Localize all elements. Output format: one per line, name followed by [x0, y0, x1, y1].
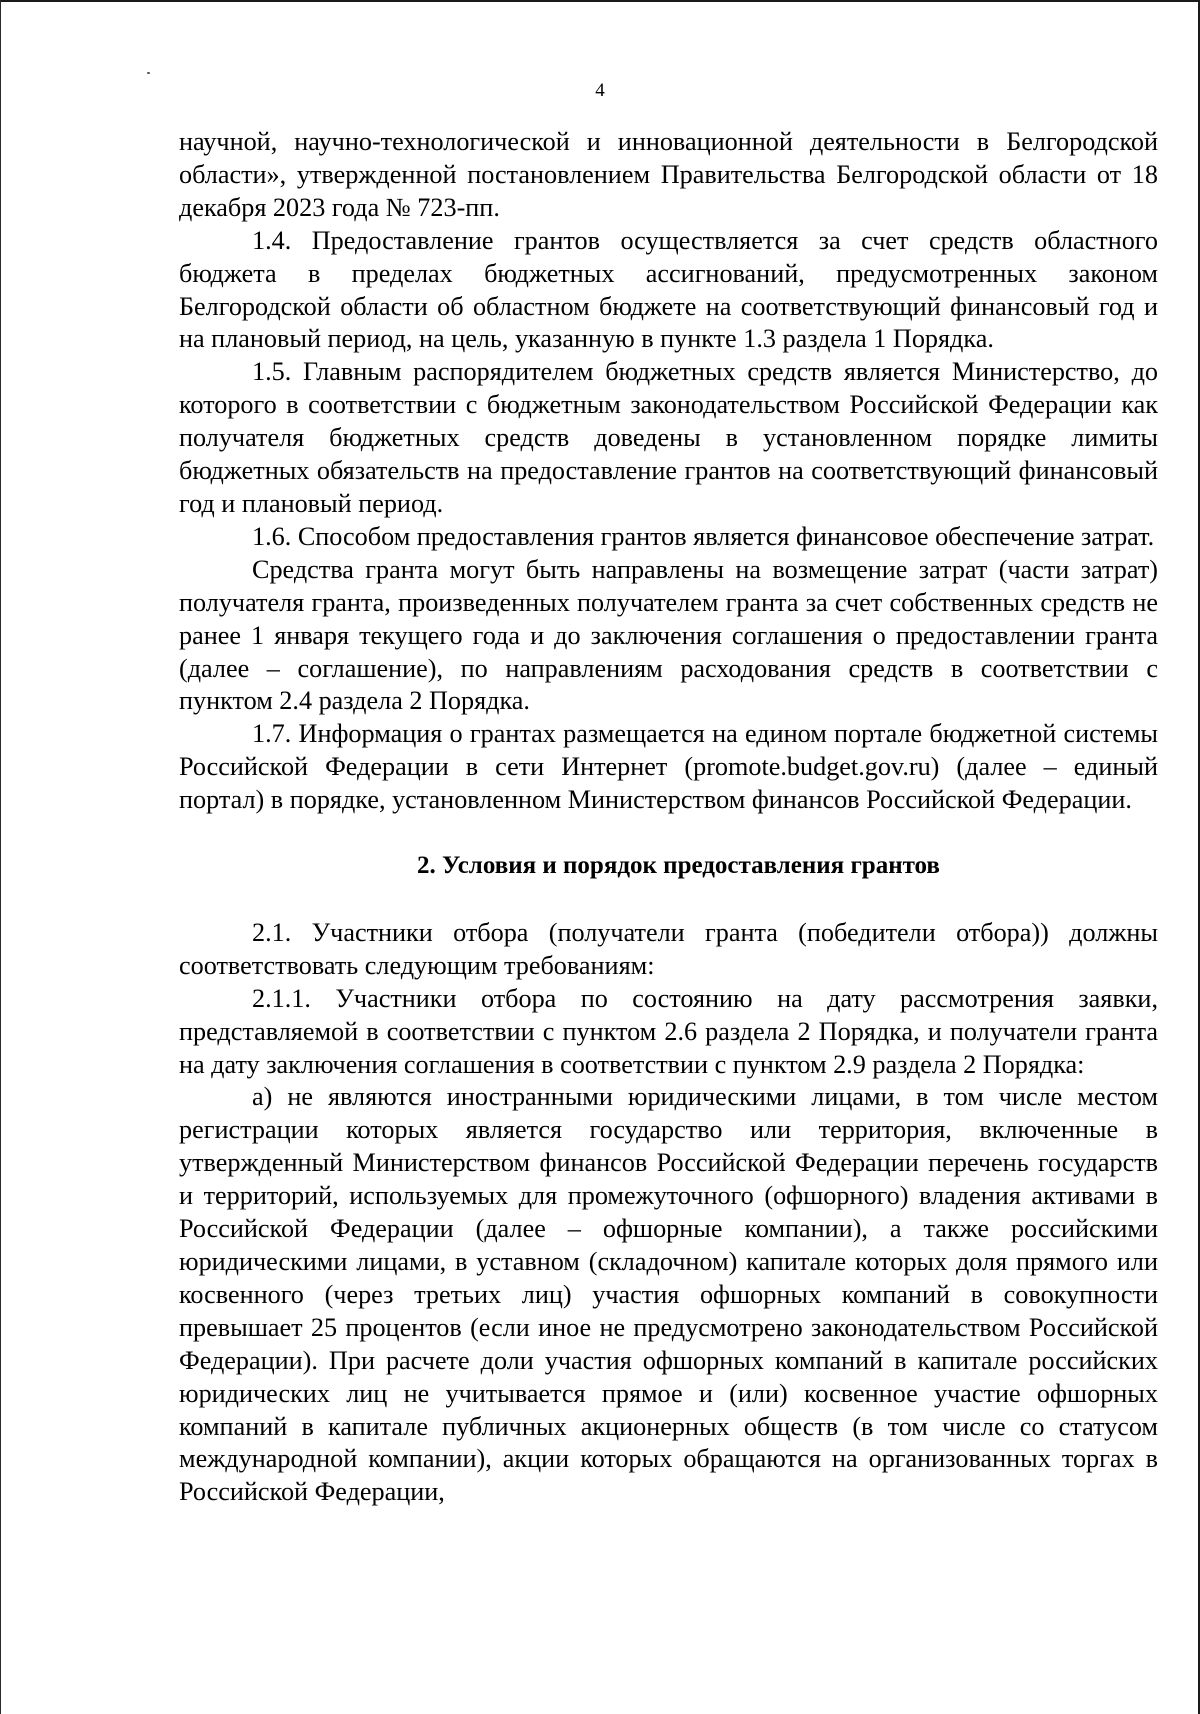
- section-heading: 2. Условия и порядок предоставления грантов: [417, 852, 940, 880]
- paragraphs-before-heading: [179, 126, 1158, 817]
- paragraph: 1.6. Способом предоставления грантов является финансовое обеспечение затрат.: [252, 521, 1155, 551]
- paragraph: 2.1. Участники отбора (получатели гранта (победители отбора)) должны соответствовать следующим требованиям:: [179, 917, 1158, 980]
- document-body: [179, 126, 1158, 1509]
- scan-edge-left: [0, 0, 1, 1714]
- paragraph: 2.1.1. Участники отбора по состоянию на дату рассмотрения заявки, представляемой в соответствии с пунктом 2.6 раздела 2 Порядка, и получатели гранта на дату заключения соглашения в соответствии с пунктом 2.9 раздела 2 Порядка:: [179, 983, 1158, 1079]
- paragraph: 1.5. Главным распорядителем бюджетных средств является Министерство, до которого в соответствии с бюджетным законодательством Российской Федерации как получателя бюджетных средств доведены в установленном порядке лимиты бюджетных обязательств на предоставление грантов на соответствующий финансовый год и плановый период.: [179, 357, 1158, 518]
- paragraph: Средства гранта могут быть направлены на возмещение затрат (части затрат) получателя гранта, произведенных получателем гранта за счет собственных средств не ранее 1 января текущего года и до заключения соглашения о предоставлении гранта (далее – соглашение), по направлениям расходования средств в соответствии с пунктом 2.4 раздела 2 Порядка.: [179, 554, 1158, 716]
- paragraph: а) не являются иностранными юридическими лицами, в том числе местом регистрации которых является государство или территория, включенные в утвержденный Министерством финансов Российской Федерации перечень государств и территорий, используемых для промежуточного (офшорного) владения активами в Российской Федерации (далее – офшорные компании), а также российскими юридическими лицами, в уставном (складочном) капитале которых доля прямого или косвенного (через третьих лиц) участия офшорных компаний в совокупности превышает 25 процентов (если иное не предусмотрено законодательством Российской Федерации). При расчете доли участия офшорных компаний в капитале российских юридических лиц не учитывается прямое и (или) косвенное участие офшорных компаний в капитале публичных акционерных обществ (в том числе со статусом международной компании), акции которых обращаются на организованных торгах в Российской Федерации,: [179, 1082, 1158, 1507]
- paragraph: 1.4. Предоставление грантов осуществляется за счет средств областного бюджета в пределах бюджетных ассигнований, предусмотренных законом Белгородской области об областном бюджете на соответствующий финансовый год и на плановый период, на цель, указанную в пункте 1.3 раздела 1 Порядка.: [179, 225, 1158, 354]
- paragraph: 1.7. Информация о грантах размещается на едином портале бюджетной системы Российской Федерации в сети Интернет (promote.budget.gov.ru) (далее – единый портал) в порядке, установленном Министерством финансов Российской Федерации.: [179, 719, 1158, 815]
- paragraph: научной, научно-технологической и инновационной деятельности в Белгородской области», утвержденной постановлением Правительства Белгородской области от 18 декабря 2023 года № 723-пп.: [179, 127, 1158, 222]
- scan-speck: [147, 72, 150, 74]
- paragraphs-after-heading: [179, 917, 1158, 1509]
- page-number: 4: [595, 80, 605, 101]
- scan-edge-top: [0, 0, 1200, 2]
